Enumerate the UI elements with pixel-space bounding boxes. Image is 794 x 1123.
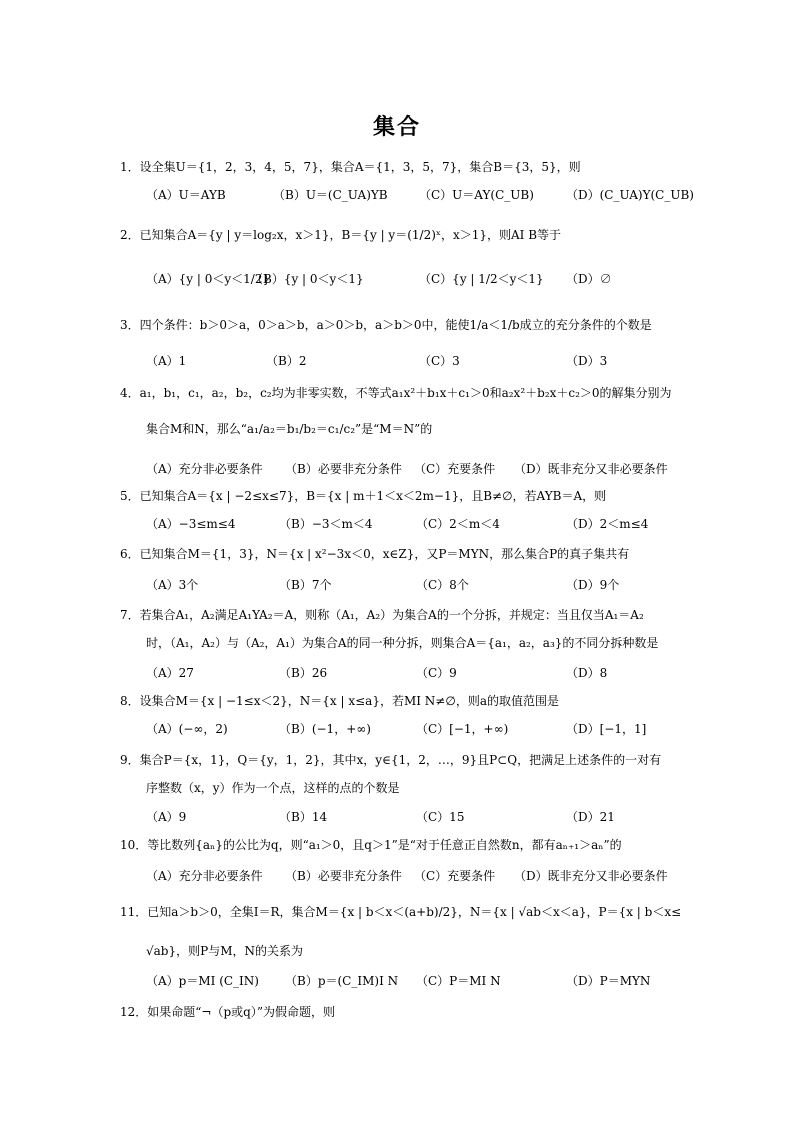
option-c: （C）3 [419, 354, 460, 368]
option-b: （B）必要非充分条件 [285, 869, 402, 883]
question-11-stem-cont: √ab}，则P与M，N的关系为 [146, 944, 303, 958]
question-11-stem: 11．已知a＞b＞0，全集I＝R，集合M＝{x | b＜x＜(a+b)/2}，N＝{x | √ab＜x＜a}，P＝{x | b＜x≤ [120, 905, 682, 919]
option-d: （D）21 [566, 810, 615, 824]
option-d: （D）3 [566, 354, 608, 368]
option-d: （D）(C_UA)Y(C_UB) [566, 188, 694, 202]
option-c: （C）{y | 1/2＜y＜1} [419, 272, 544, 286]
option-c: （C）充要条件 [414, 869, 496, 883]
option-d: （D）9个 [566, 578, 620, 592]
question-8-stem: 8．设集合M＝{x | −1≤x＜2}，N＝{x | x≤a}，若MI N≠∅，则a的取值范围是 [120, 694, 559, 708]
question-2-stem: 2．已知集合A＝{y | y＝log₂x，x＞1}，B＝{y | y＝(1/2)ˣ，x＞1}，则AI B等于 [120, 228, 562, 242]
question-10-stem: 10．等比数列{aₙ}的公比为q，则“a₁＞0，且q＞1”是“对于任意正自然数n，都有aₙ₊₁＞aₙ”的 [120, 838, 622, 852]
page-title: 集合 [372, 114, 421, 140]
option-c: （C）15 [416, 810, 465, 824]
option-a: （A）p＝MI (C_IN) [146, 974, 259, 988]
option-a: （A）(−∞，2) [146, 722, 228, 736]
option-b: （B）{y | 0＜y＜1} [251, 272, 364, 286]
option-b: （B）p＝(C_IM)I N [285, 974, 399, 988]
option-d: （D）∅ [566, 272, 612, 286]
option-b: （B）(−1，+∞) [279, 722, 371, 736]
option-a: （A）3个 [146, 578, 199, 592]
option-a: （A）9 [146, 810, 187, 824]
question-3-stem: 3．四个条件：b＞0＞a，0＞a＞b，a＞0＞b，a＞b＞0中，能使1/a＜1/b成立的充分条件的个数是 [120, 318, 652, 332]
option-a: （A）−3≤m≤4 [146, 517, 236, 531]
question-9-stem: 9．集合P＝{x，1}，Q＝{y，1，2}，其中x，y∈{1，2，…，9}且P⊂Q，把满足上述条件的一对有 [120, 753, 662, 767]
question-12-stem: 12．如果命题“¬（p或q）”为假命题，则 [120, 1005, 335, 1019]
option-c: （C）[−1，+∞) [416, 722, 509, 736]
option-b: （B）−3＜m＜4 [279, 517, 373, 531]
question-5-stem: 5．已知集合A＝{x | −2≤x≤7}，B＝{x | m＋1＜x＜2m−1}，且B≠∅，若AYB＝A，则 [120, 489, 607, 503]
option-c: （C）2＜m＜4 [416, 517, 500, 531]
option-a: （A）U＝AYB [146, 188, 226, 202]
option-d: （D）8 [566, 666, 608, 680]
option-b: （B）U＝(C_UA)YB [273, 188, 388, 202]
question-7-stem: 7．若集合A₁，A₂满足A₁YA₂＝A，则称（A₁，A₂）为集合A的一个分拆，并规定：当且仅当A₁＝A₂ [120, 608, 644, 622]
question-4-stem-cont: 集合M和N，那么“a₁/a₂＝b₁/b₂＝c₁/c₂”是“M＝N”的 [146, 422, 433, 436]
option-b: （B）14 [279, 810, 328, 824]
question-1-stem: 1．设全集U＝{1，2，3，4，5，7}，集合A＝{1，3，5，7}，集合B＝{3，5}，则 [120, 160, 581, 174]
question-9-stem-cont: 序整数（x，y）作为一个点，这样的点的个数是 [146, 781, 400, 795]
option-d: （D）P＝MYN [566, 974, 651, 988]
option-a: （A）{y | 0＜y＜1/2} [146, 272, 271, 286]
option-c: （C）9 [416, 666, 457, 680]
option-a: （A）充分非必要条件 [146, 462, 263, 476]
option-b: （B）26 [279, 666, 328, 680]
option-d: （D）既非充分又非必要条件 [514, 869, 668, 883]
option-d: （D）既非充分又非必要条件 [514, 462, 668, 476]
question-6-stem: 6．已知集合M＝{1，3}，N＝{x | x²−3x＜0，x∈Z}，又P＝MYN，那么集合P的真子集共有 [120, 547, 630, 561]
question-7-stem-cont: 时，（A₁，A₂）与（A₂，A₁）为集合A的同一种分拆，则集合A＝{a₁，a₂，a₃}的不同分拆种数是 [146, 636, 659, 650]
option-a: （A）充分非必要条件 [146, 869, 263, 883]
option-d: （D）2＜m≤4 [566, 517, 649, 531]
option-c: （C）U＝AY(C_UB) [419, 188, 534, 202]
option-b: （B）7个 [279, 578, 332, 592]
option-b: （B）2 [266, 354, 307, 368]
option-d: （D）[−1，1] [566, 722, 647, 736]
option-c: （C）P＝MI N [416, 974, 501, 988]
option-b: （B）必要非充分条件 [285, 462, 402, 476]
option-a: （A）27 [146, 666, 194, 680]
option-c: （C）8个 [416, 578, 469, 592]
question-4-stem: 4．a₁，b₁，c₁，a₂，b₂，c₂均为非零实数，不等式a₁x²＋b₁x＋c₁＞0和a₂x²＋b₂x＋c₂＞0的解集分别为 [120, 386, 672, 400]
option-c: （C）充要条件 [414, 462, 496, 476]
option-a: （A）1 [146, 354, 187, 368]
